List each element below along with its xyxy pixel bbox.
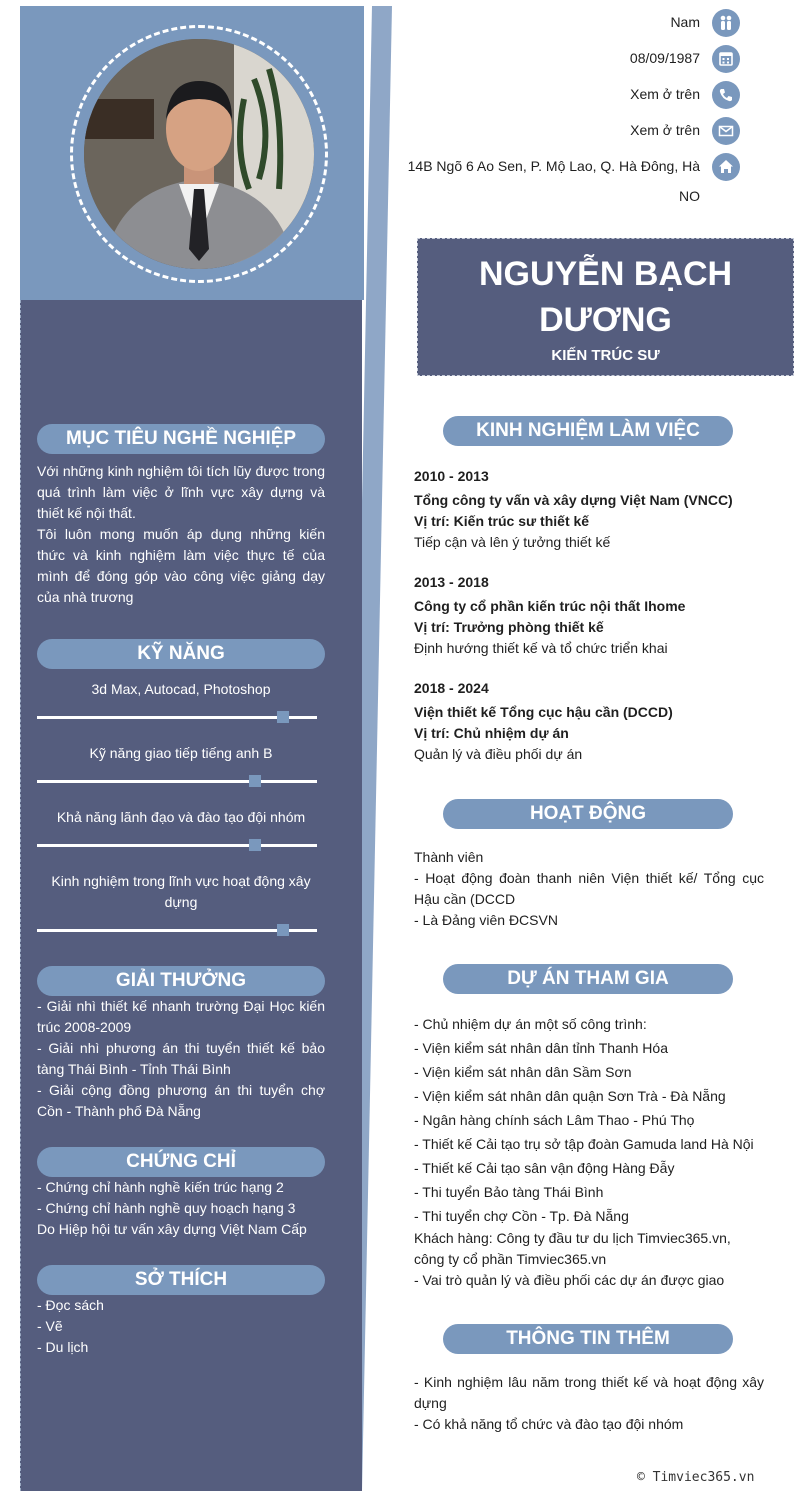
- activities-heading: HOẠT ĐỘNG: [443, 799, 733, 829]
- skill-bar: [37, 929, 317, 932]
- projects-heading: DỰ ÁN THAM GIA: [443, 964, 733, 994]
- project-item: - Viện kiểm sát nhân dân tỉnh Thanh Hóa: [414, 1040, 668, 1056]
- experience-desc: Quản lý và điều phối dự án: [414, 746, 583, 762]
- more-info-heading: THÔNG TIN THÊM: [443, 1324, 733, 1354]
- projects-role: - Vai trò quản lý và điều phối các dự án được giao: [414, 1272, 725, 1288]
- experience-period: 2013 - 2018: [414, 574, 489, 590]
- full-name-line-1: NGUYỄN BẠCH: [478, 255, 733, 293]
- objective-heading: MỤC TIÊU NGHỀ NGHIỆP: [37, 424, 325, 454]
- awards-heading: GIẢI THƯỞNG: [37, 966, 325, 996]
- project-item: - Thiết kế Cải tạo sân vận động Hàng Đẫy: [414, 1160, 675, 1176]
- experience-period: 2010 - 2013: [414, 468, 489, 484]
- experience-position: Vị trí: Chủ nhiệm dự án: [414, 725, 569, 741]
- objective-text-1: Với những kinh nghiệm tôi tích lũy được trong quá trình làm việc ở lĩnh vực xây dựng và thiết kế nội thất.: [37, 463, 325, 521]
- project-item: - Thi tuyển Bảo tàng Thái Bình: [414, 1184, 604, 1200]
- full-name-line-2: DƯƠNG: [539, 301, 672, 339]
- skill-label: 3d Max, Autocad, Photoshop: [91, 681, 271, 697]
- award-item: - Giải nhì phương án thi tuyển thiết kế bảo tàng Thái Bình - Tỉnh Thái Bình: [37, 1040, 325, 1077]
- project-item: - Viện kiểm sát nhân dân Sầm Sơn: [414, 1064, 632, 1080]
- gender-icon: [712, 9, 740, 37]
- calendar-icon: [712, 45, 740, 73]
- hobby-item: - Vẽ: [37, 1318, 63, 1334]
- project-item: - Ngân hàng chính sách Lâm Thao - Phú Thọ: [414, 1112, 695, 1128]
- activities-text: [414, 847, 764, 931]
- experience-position: Vị trí: Trưởng phòng thiết kế: [414, 619, 604, 635]
- email-icon: [712, 117, 740, 145]
- address-line-1: 14B Ngõ 6 Ao Sen, P. Mộ Lao, Q. Hà Đông, Hà: [407, 158, 700, 174]
- skill-level-knob: [277, 711, 289, 723]
- experience-item: [414, 678, 764, 765]
- skill-label: Kỹ năng giao tiếp tiếng anh B: [89, 745, 273, 761]
- award-item: - Giải nhì thiết kế nhanh trường Đại Học kiến trúc 2008-2009: [37, 998, 325, 1035]
- job-title: KIẾN TRÚC SƯ: [551, 347, 660, 364]
- experience-item: [414, 572, 764, 659]
- experience-period: 2018 - 2024: [414, 680, 489, 696]
- phone-icon: [712, 81, 740, 109]
- address-line-2: NO: [679, 188, 700, 204]
- more-info-line: - Có khả năng tổ chức và đào tạo đội nhóm: [414, 1416, 684, 1432]
- certificate-item: - Chứng chỉ hành nghề kiến trúc hạng 2: [37, 1179, 284, 1195]
- certificate-item: - Chứng chỉ hành nghề quy hoạch hạng 3: [37, 1200, 296, 1216]
- more-info-text: [414, 1372, 764, 1435]
- skill-level-knob: [249, 839, 261, 851]
- dob-text: 08/09/1987: [629, 50, 700, 66]
- skill-bar: [37, 780, 317, 783]
- gender-text: Nam: [670, 14, 700, 30]
- skills-heading: KỸ NĂNG: [37, 639, 325, 669]
- home-icon: [712, 153, 740, 181]
- certificates-list: [37, 1177, 325, 1240]
- skill-level-knob: [277, 924, 289, 936]
- activities-line: - Hoạt động đoàn thanh niên Viện thiết kế/ Tổng cục Hậu cần (DCCD: [414, 870, 764, 907]
- phone-text: Xem ở trên: [630, 86, 700, 102]
- certificate-item: Do Hiệp hội tư vấn xây dựng Việt Nam Cấp: [37, 1221, 307, 1237]
- name-banner: [417, 238, 794, 376]
- hobby-item: - Đọc sách: [37, 1297, 104, 1313]
- award-item: - Giải cộng đồng phương án thi tuyển chợ Cồn - Thành phố Đà Nẵng: [37, 1082, 325, 1119]
- experience-item: [414, 466, 764, 553]
- experience-position: Vị trí: Kiến trúc sư thiết kế: [414, 513, 590, 529]
- experience-company: Công ty cổ phần kiến trúc nội thất Ihome: [414, 598, 686, 614]
- experience-company: Tổng công ty vấn và xây dựng Việt Nam (VNCC): [414, 492, 733, 508]
- skill-bar: [37, 716, 317, 719]
- avatar: [84, 39, 314, 269]
- hobbies-heading: SỞ THÍCH: [37, 1265, 325, 1295]
- certificates-heading: CHỨNG CHỈ: [37, 1147, 325, 1177]
- footer-watermark: © Timviec365.vn: [637, 1470, 755, 1485]
- projects-list: [414, 1012, 764, 1228]
- experience-desc: Định hướng thiết kế và tổ chức triển khai: [414, 640, 668, 656]
- skill-label: Khả năng lãnh đạo và đào tạo đội nhóm: [56, 809, 306, 825]
- project-item: - Thiết kế Cải tạo trụ sở tập đoàn Gamuda land Hà Nội: [414, 1136, 754, 1152]
- skill-bar: [37, 844, 317, 847]
- email-text: Xem ở trên: [630, 122, 700, 138]
- more-info-line: - Kinh nghiệm lâu năm trong thiết kế và hoạt động xây dựng: [414, 1374, 764, 1411]
- experience-heading: KINH NGHIỆM LÀM VIỆC: [443, 416, 733, 446]
- experience-desc: Tiếp cận và lên ý tưởng thiết kế: [414, 534, 611, 550]
- hobby-item: - Du lịch: [37, 1339, 89, 1355]
- hobbies-list: [37, 1295, 325, 1358]
- skill-level-knob: [249, 775, 261, 787]
- awards-list: [37, 996, 325, 1122]
- project-item: - Chủ nhiệm dự án một số công trình:: [414, 1016, 647, 1032]
- project-item: - Thi tuyển chợ Cồn - Tp. Đà Nẵng: [414, 1208, 629, 1224]
- activities-line: Thành viên: [414, 849, 484, 865]
- projects-client: Khách hàng: Công ty đầu tư du lịch Timviec365.vn, công ty cổ phần Timviec365.vn: [414, 1230, 731, 1267]
- objective-text-2: Tôi luôn mong muốn áp dụng những kiến thức và kinh nghiệm làm việc thực tế của mình để đóng góp vào công việc giảng dạy của nhà trương: [37, 526, 325, 605]
- activities-line: - Là Đảng viên ĐCSVN: [414, 912, 558, 928]
- experience-company: Viện thiết kế Tổng cục hậu cần (DCCD): [414, 704, 673, 720]
- project-item: - Viện kiểm sát nhân dân quận Sơn Trà - Đà Nẵng: [414, 1088, 726, 1104]
- skill-label: Kinh nghiệm trong lĩnh vực hoạt động xây dựng: [51, 873, 311, 910]
